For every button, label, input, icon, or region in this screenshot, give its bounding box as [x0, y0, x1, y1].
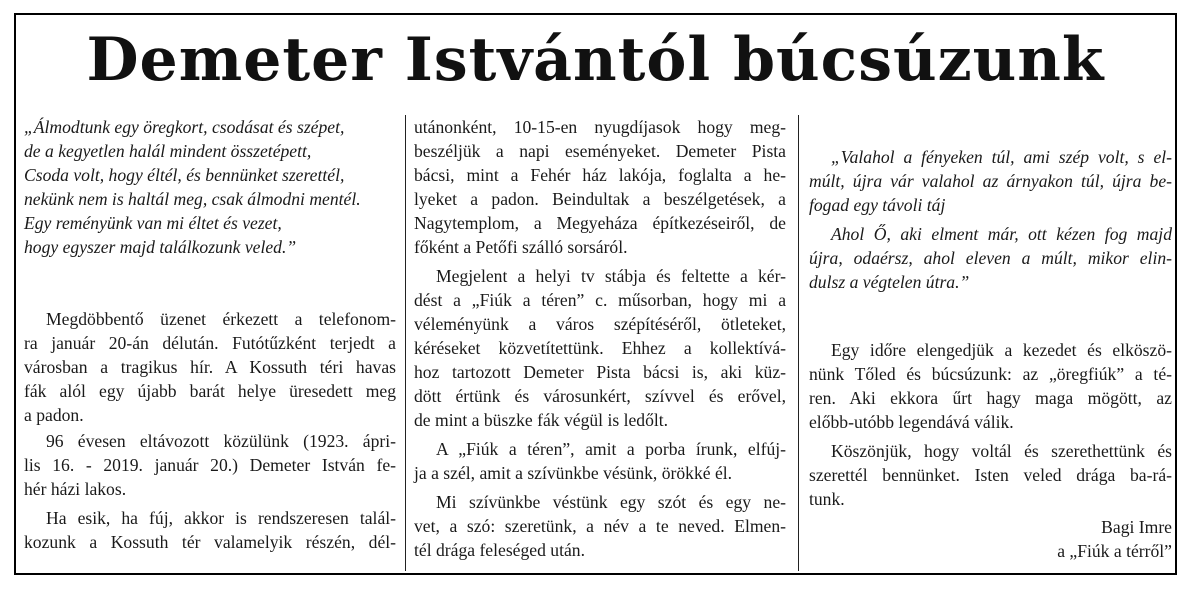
paragraph — [414, 437, 786, 485]
text-line: előbb-utóbb legendává válik. — [809, 412, 1014, 432]
text-line: Nagytemplom, a Megyeháza építkezéseiről, de — [414, 213, 786, 233]
text-line: Mi szívünkbe véstünk egy szót és egy ne- — [436, 492, 786, 512]
text-line: Egy időre elengedjük a kezedet és elköszö- — [831, 340, 1172, 360]
signature — [809, 515, 1172, 563]
text-line: tél drága feleséged után. — [414, 540, 585, 560]
text-line: ja a szél, amit a szívünkbe vésünk, örökké él. — [414, 463, 733, 483]
paragraph — [24, 307, 396, 427]
text-line: ren. Aki ekkora űrt hagy maga mögött, az — [809, 388, 1172, 408]
column-1 — [24, 111, 396, 554]
column-divider-1 — [405, 115, 406, 571]
quote-line: múlt, újra vár valahol az árnyakon túl, újra be- — [809, 171, 1172, 191]
headline: Demeter Istvántól búcsúzunk — [86, 25, 1105, 95]
text-line: városban a tragikus hír. A Kossuth téri havas — [24, 357, 396, 377]
text-line: kéréseket közvetítettünk. Ehhez a kollektívá- — [414, 338, 786, 358]
poem-line: hogy egyszer majd találkozunk veled.” — [24, 237, 297, 257]
text-line: bácsi, mint a Fehér ház lakója, foglalta a he- — [414, 165, 786, 185]
text-line: nünk Tőled és búcsúzunk: az „öregfiúk” a té- — [809, 364, 1172, 384]
author-name: Bagi Imre — [1101, 517, 1172, 537]
paragraph — [414, 264, 786, 432]
poem-line: „Álmodtunk egy öregkort, csodásat és szépet, — [24, 117, 345, 137]
text-line: ra január 20-án délután. Futótűzként terjedt a — [24, 333, 396, 353]
quote-line: Ahol Ő, aki elment már, ott kézen fog majd — [831, 224, 1172, 244]
closing-quote — [809, 145, 1172, 294]
text-line: hér házi lakos. — [24, 479, 127, 499]
text-line: de mint a büszke fák végül is ledőlt. — [414, 410, 669, 430]
text-line: hoz tartozott Demeter Pista bácsi is, aki küz- — [414, 362, 786, 382]
quote-line: „Valahol a fényeken túl, ami szép volt, s el- — [831, 147, 1172, 167]
poem-line: Egy reményünk van mi éltet és vezet, — [24, 213, 282, 233]
text-line: dött értünk és városunkért, szívvel és erővel, — [414, 386, 786, 406]
text-line: Köszönjük, hogy voltál és szerethettünk és — [831, 441, 1172, 461]
article-frame — [14, 13, 1177, 575]
paragraph — [414, 115, 786, 259]
text-line: lis 16. - 2019. január 20.) Demeter István fe- — [24, 455, 396, 475]
paragraph — [414, 490, 786, 562]
paragraph — [809, 338, 1172, 434]
poem-line: Csoda volt, hogy éltél, és bennünket szerettél, — [24, 165, 345, 185]
text-line: beszéljük a napi eseményeket. Demeter Pista — [414, 141, 786, 161]
column-3 — [809, 111, 1172, 563]
text-line: utánonként, 10-15-en nyugdíjasok hogy meg- — [414, 117, 786, 137]
text-line: szerettél bennünket. Isten veled drága ba-rá- — [809, 465, 1172, 485]
text-line: vet, a szó: szeretünk, a név a te neved. Elmen- — [414, 516, 786, 536]
text-line: A „Fiúk a téren”, amit a porba írunk, elfúj- — [436, 439, 786, 459]
paragraph — [24, 506, 396, 554]
text-line: lyeket a padon. Beindultak a beszélgetések, a — [414, 189, 786, 209]
quote-line: újra, odaérsz, ahol eleven a múlt, mikor elin- — [809, 248, 1172, 268]
text-line: fák alól egy újabb barát helye üresedett meg — [24, 381, 396, 401]
text-line: Megjelent a helyi tv stábja és feltette a kér- — [436, 266, 786, 286]
poem-line: de a kegyetlen halál mindent összetépett, — [24, 141, 312, 161]
text-line: Ha esik, ha fúj, akkor is rendszeresen talál- — [46, 508, 396, 528]
text-line: 96 évesen eltávozott közülünk (1923. ápri- — [46, 431, 396, 451]
column-divider-2 — [798, 115, 799, 571]
opening-poem — [24, 115, 396, 259]
text-line: véleményünk a város szépítéséről, ötleteket, — [414, 314, 786, 334]
text-line: főként a Petőfi szálló sorsáról. — [414, 237, 628, 257]
text-line: tunk. — [809, 489, 845, 509]
poem-line: nekünk nem is haltál meg, csak álmodni mentél. — [24, 189, 361, 209]
text-line: a padon. — [24, 405, 84, 425]
quote-line: dulsz a végtelen útra.” — [809, 272, 970, 292]
paragraph — [809, 439, 1172, 511]
paragraph — [24, 429, 396, 501]
quote-line: fogad egy távoli táj — [809, 195, 946, 215]
text-line: kozunk a Kossuth tér valamelyik részén, dél- — [24, 532, 396, 552]
text-line: dést a „Fiúk a téren” c. műsorban, hogy mi a — [414, 290, 786, 310]
author-group: a „Fiúk a térről” — [1057, 541, 1172, 561]
text-line: Megdöbbentő üzenet érkezett a telefonom- — [46, 309, 396, 329]
column-2 — [414, 111, 786, 562]
